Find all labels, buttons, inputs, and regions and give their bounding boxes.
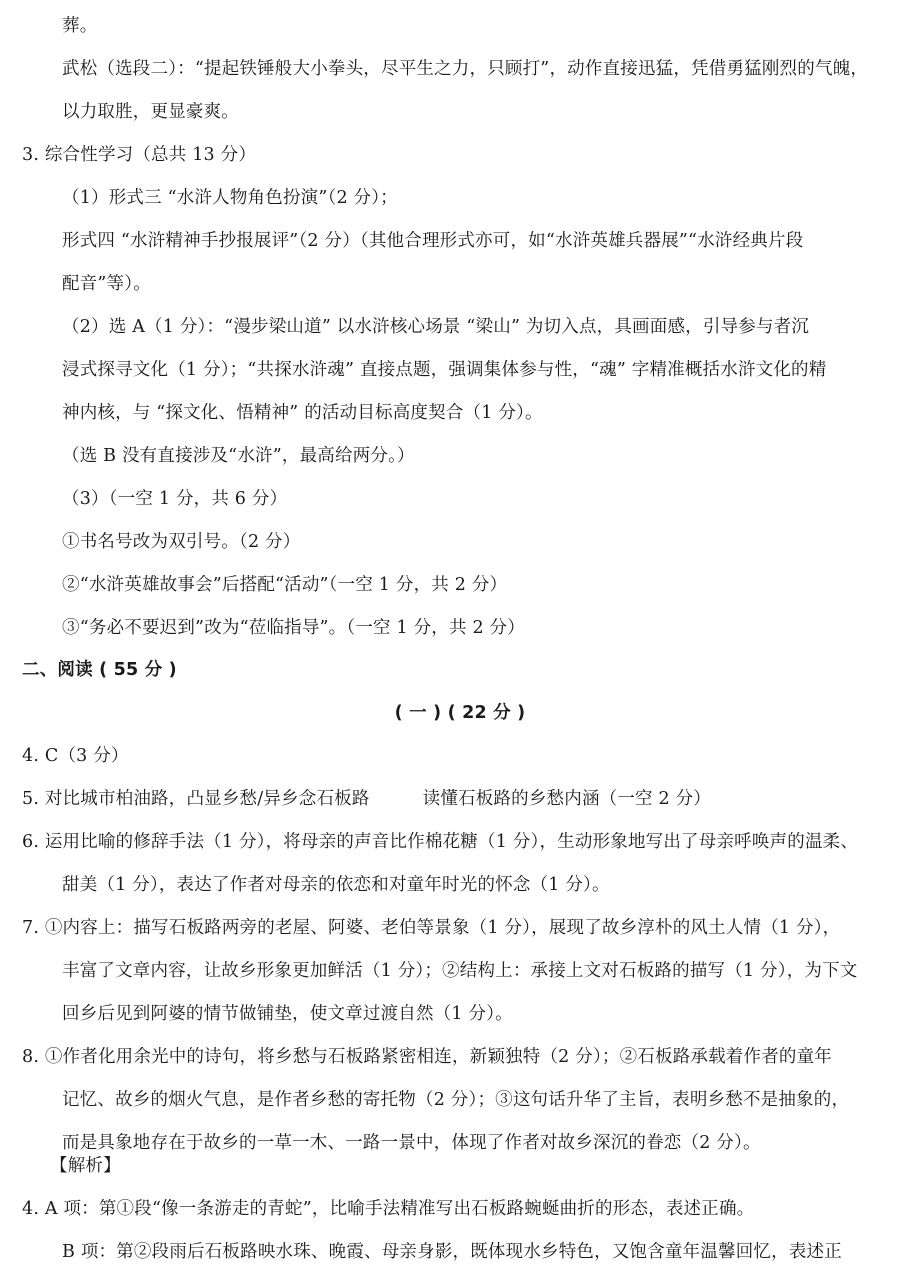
- text-line: 记忆、故乡的烟火气息，是作者乡愁的寄托物（2 分）；③这句话升华了主旨，表明乡愁不是抽象的，: [62, 1090, 850, 1110]
- text-line: （3）（一空 1 分，共 6 分）: [62, 489, 288, 509]
- text-line: 神内核，与 “探文化、悟精神” 的活动目标高度契合（1 分）。: [62, 403, 543, 423]
- text-line: 葬。: [62, 16, 98, 36]
- text-line: 武松（选段二）：“提起铁锤般大小拳头，尽平生之力，只顾打”，动作直接迅猛，凭借勇猛刚烈的气魄，: [62, 59, 869, 79]
- text-line: 丰富了文章内容，让故乡形象更加鲜活（1 分）；②结构上：承接上文对石板路的描写（1 分），为下文: [62, 961, 858, 981]
- answer-item: 8. ①作者化用余光中的诗句，将乡愁与石板路紧密相连，新颖独特（2 分）；②石板路承载着作者的童年: [22, 1047, 833, 1067]
- text-line: （选 B 没有直接涉及“水浒”，最高给两分。）: [62, 446, 415, 466]
- text-line: （1）形式三 “水浒人物角色扮演”（2 分）；: [62, 188, 398, 208]
- text-line: 以力取胜，更显豪爽。: [62, 102, 239, 122]
- answer-item: 6. 运用比喻的修辞手法（1 分），将母亲的声音比作棉花糖（1 分），生动形象地写出了母亲呼唤声的温柔、: [22, 832, 859, 852]
- answer-item: 4. C（3 分）: [22, 746, 129, 766]
- text-line: ③“务必不要迟到”改为“莅临指导”。（一空 1 分，共 2 分）: [62, 618, 525, 638]
- text-line: （2）选 A（1 分）：“漫步梁山道” 以水浒核心场景 “梁山” 为切入点，具画面感，引导参与者沉: [62, 317, 810, 337]
- analysis-label: 【解析】: [50, 1156, 121, 1176]
- subsection-heading: ( 一 ) ( 22 分 ): [394, 703, 526, 723]
- answer-item: 4. A 项：第①段“像一条游走的青蛇”，比喻手法精准写出石板路蜿蜒曲折的形态，表述正确。: [22, 1199, 755, 1219]
- text-line: 甜美（1 分），表达了作者对母亲的依恋和对童年时光的怀念（1 分）。: [62, 875, 610, 895]
- text-line: 而是具象地存在于故乡的一草一木、一路一景中，体现了作者对故乡深沉的眷恋（2 分）。: [62, 1133, 761, 1153]
- answer-item: 7. ①内容上：描写石板路两旁的老屋、阿婆、老伯等景象（1 分），展现了故乡淳朴的风土人情（1 分），: [22, 918, 841, 938]
- text-line: 形式四 “水浒精神手抄报展评”（2 分）（其他合理形式亦可，如“水浒英雄兵器展”“水浒经典片段: [62, 231, 804, 251]
- text-line: ①书名号改为双引号。（2 分）: [62, 532, 301, 552]
- text-line: 回乡后见到阿婆的情节做铺垫，使文章过渡自然（1 分）。: [62, 1004, 513, 1024]
- text-line: 浸式探寻文化（1 分）；“共探水浒魂” 直接点题，强调集体参与性，“魂” 字精准概括水浒文化的精: [62, 360, 827, 380]
- text-line: 配音”等）。: [62, 274, 151, 294]
- section-heading: 3. 综合性学习（总共 13 分）: [22, 145, 257, 165]
- text-line: ②“水浒英雄故事会”后搭配“活动”（一空 1 分，共 2 分）: [62, 575, 508, 595]
- section-heading-reading: 二、阅读 ( 55 分 ): [22, 660, 177, 680]
- text-line: B 项：第②段雨后石板路映水珠、晚霞、母亲身影，既体现水乡特色，又饱含童年温馨回忆，表述正: [62, 1242, 842, 1262]
- answer-item: 5. 对比城市柏油路，凸显乡愁/异乡念石板路 读懂石板路的乡愁内涵（一空 2 分）: [22, 789, 712, 809]
